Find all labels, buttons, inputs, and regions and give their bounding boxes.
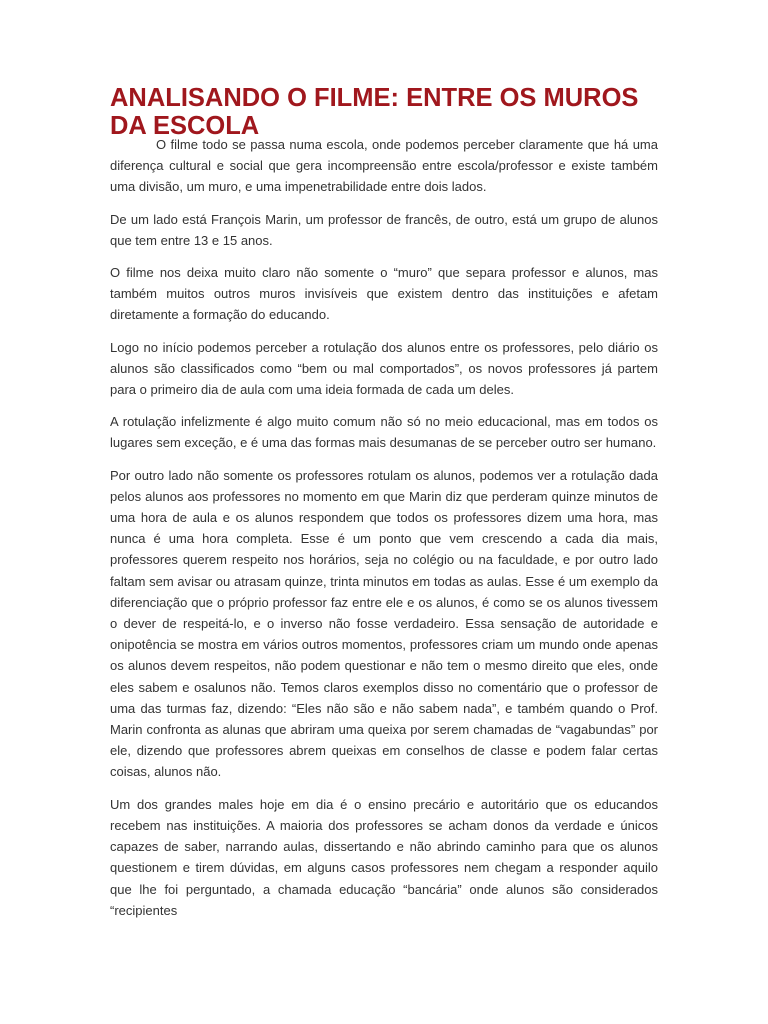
paragraph-7: Um dos grandes males hoje em dia é o ensino precário e autoritário que os educandos recebem nas instituições. A maioria dos professores se acham donos da verdade e únicos capazes de saber, narrando aulas, dissertando e não abrindo caminho para que os alunos questionem e tirem dúvidas, em alguns casos professores nem chegam a responder aquilo que lhe foi perguntado, a chamada educação “bancária” onde alunos são considerados “recipientes <box>110 796 658 918</box>
document-page <box>110 84 658 932</box>
document-title: ANALISANDO O FILME: ENTRE OS MUROS DA ESCOLA <box>110 84 639 140</box>
paragraph-2: De um lado está François Marin, um professor de francês, de outro, está um grupo de alunos que tem entre 13 e 15 anos. <box>110 211 658 248</box>
paragraph-3: O filme nos deixa muito claro não somente o “muro” que separa professor e alunos, mas também muitos outros muros invisíveis que existem dentro das instituições e afetam diretamente a formação do educando. <box>110 265 658 323</box>
paragraph-1: O filme todo se passa numa escola, onde podemos perceber claramente que há uma diferença cultural e social que gera incompreensão entre escola/professor e existe também uma divisão, um muro, e uma impenetrabilidade entre dois lados. <box>110 137 658 195</box>
paragraph-6: Por outro lado não somente os professores rotulam os alunos, podemos ver a rotulação dada pelos alunos aos professores no momento em que Marin diz que perderam quinze minutos de uma hora de aula e os alunos respondem que todos os professores dizem uma hora, mas nunca é uma hora completa. Esse é um ponto que vem crescendo a cada dia mais, professores querem respeito nos horários, seja no colégio ou na faculdade, e por outro lado faltam sem avisar ou atrasam quinze, trinta minutos em todas as aulas. Esse é um exemplo da diferenciação que o próprio professor faz entre ele e os alunos, é como se os alunos tivessem o dever de respeitá-lo, e o inverso não fosse verdadeiro. Essa sensação de autoridade e onipotência se mostra em vários outros momentos, professores criam um mundo onde apenas os alunos devem respeitos, não podem questionar e não tem o mesmo direito que eles, onde eles sabem e osalunos não. Temos claros exemplos disso no comentário que o professor de uma das turmas faz, dizendo: “Eles não são e não sabem nada”, e também quando o Prof. Marin confronta as alunas que abriram uma queixa por serem chamadas de “vagabundas” por ele, dizendo que professores abrem queixas em conselhos de classe e podem falar certas coisas, alunos não. <box>110 467 658 780</box>
paragraph-5: A rotulação infelizmente é algo muito comum não só no meio educacional, mas em todos os lugares sem exceção, e é uma das formas mais desumanas de se perceber outro ser humano. <box>110 414 658 451</box>
paragraph-4: Logo no início podemos perceber a rotulação dos alunos entre os professores, pelo diário os alunos são classificados como “bem ou mal comportados”, os novos professores já partem para o primeiro dia de aula com uma ideia formada de cada um deles. <box>110 339 658 398</box>
